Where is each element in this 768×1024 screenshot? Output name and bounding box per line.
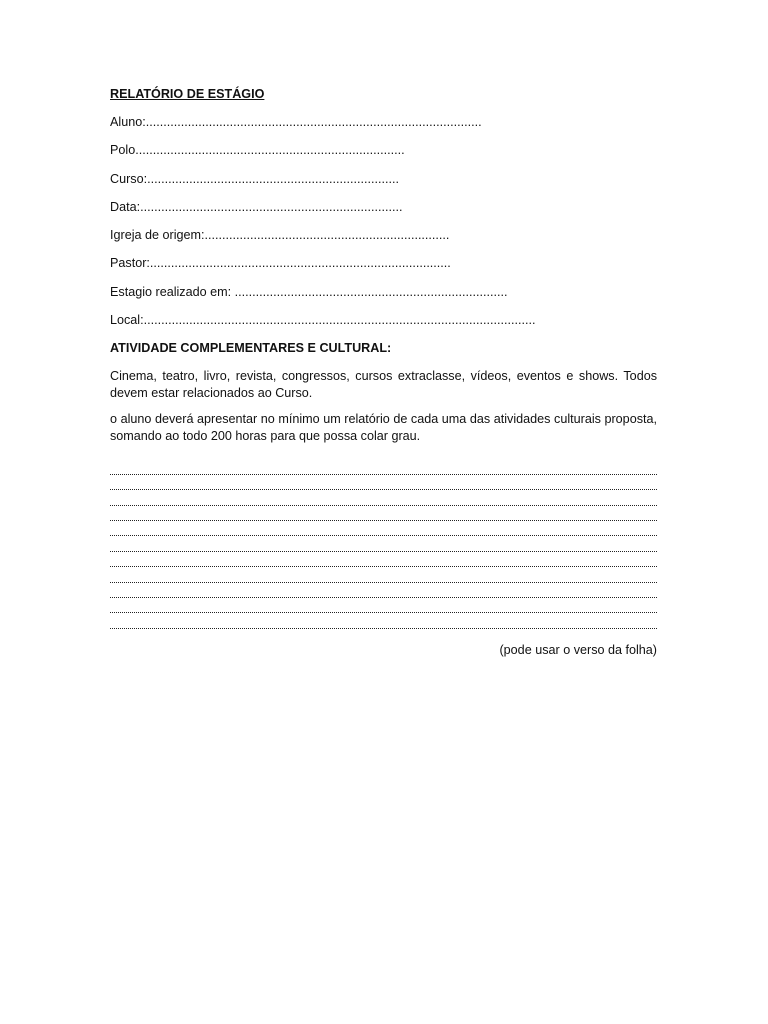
answer-lines: [110, 459, 657, 628]
answer-line[interactable]: [110, 567, 657, 582]
requirement-paragraph: o aluno deverá apresentar no mínimo um relatório de cada uma das atividades culturais proposta, somando ao todo 200 horas para que possa colar grau.: [110, 412, 657, 444]
activities-paragraph: Cinema, teatro, livro, revista, congressos, cursos extraclasse, vídeos, eventos e shows. Todos devem estar relacionados ao Curso.: [110, 369, 657, 401]
field-aluno[interactable]: Aluno:................................................................................................: [110, 115, 482, 129]
field-local[interactable]: Local:................................................................................................................: [110, 313, 536, 328]
answer-line[interactable]: [110, 490, 657, 505]
answer-line[interactable]: [110, 506, 657, 521]
answer-line[interactable]: [110, 536, 657, 551]
form-fields: [110, 114, 657, 329]
answer-line[interactable]: [110, 552, 657, 567]
answer-line[interactable]: [110, 521, 657, 536]
field-igreja-de-origem[interactable]: Igreja de origem:......................................................................: [110, 228, 450, 243]
field-estagio-realizado-em[interactable]: Estagio realizado em: ..............................................................................: [110, 284, 508, 299]
answer-line[interactable]: [110, 459, 657, 474]
report-sheet: [110, 86, 657, 659]
answer-line[interactable]: [110, 475, 657, 490]
field-polo[interactable]: Polo.............................................................................: [110, 143, 405, 158]
footnote: (pode usar o verso da folha): [499, 642, 657, 657]
document-title: RELATÓRIO DE ESTÁGIO: [110, 87, 265, 101]
field-pastor[interactable]: Pastor:......................................................................................: [110, 256, 451, 271]
answer-line[interactable]: [110, 613, 657, 628]
answer-line[interactable]: [110, 583, 657, 598]
field-curso[interactable]: Curso:........................................................................: [110, 171, 400, 186]
section-heading: ATIVIDADE COMPLEMENTARES E CULTURAL:: [110, 341, 392, 356]
field-data[interactable]: Data:...........................................................................: [110, 199, 403, 214]
answer-line[interactable]: [110, 598, 657, 613]
